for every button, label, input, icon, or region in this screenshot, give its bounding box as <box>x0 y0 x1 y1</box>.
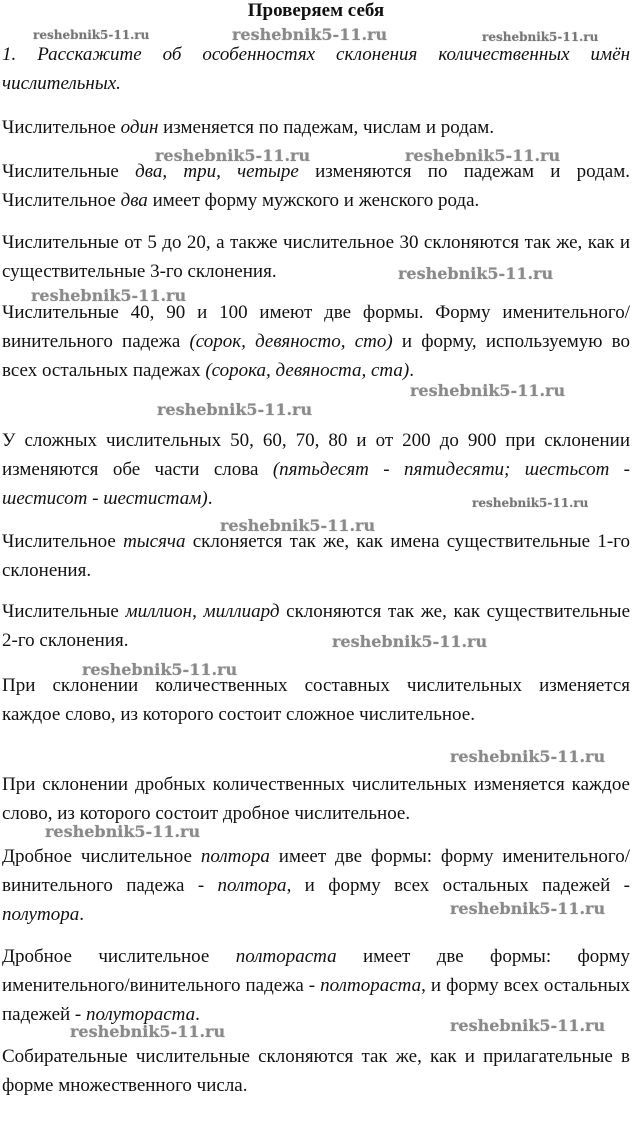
paragraph-7: Числительные миллион, миллиард склоняются так же, как существительные 2-го склонения. <box>2 601 631 651</box>
paragraph-5: У сложных числительных 50, 60, 70, 80 и от 200 до 900 при склонении изменяются обе части слова (пятьдесят - пятидесяти; шестьсот - шестисот - шестистам). <box>2 430 631 509</box>
watermark: reshebnik5-11.ru <box>405 146 561 165</box>
paragraph-10: Дробное числительное полтора имеет две формы: форму именительного/винительного падежа - полтора, и форму всех остальных падежей - полутора. <box>2 846 630 925</box>
paragraph-9: При склонении дробных количественных числительных изменяется каждое слово, из которого состоит дробное числительное. <box>2 774 630 824</box>
paragraph-3: Числительные от 5 до 20, а также числительное 30 склоняются так же, как и существительные 3-го склонения. <box>2 232 630 282</box>
paragraph-4: Числительные 40, 90 и 100 имеют две формы. Форму именительного/винительного падежа (сорок, девяносто, сто) и форму, используемую во всех остальных падежах (сорока, девяноста, ста). <box>2 302 631 381</box>
paragraph-2: Числительные два, три, четыре изменяются по падежам и родам. Числительное два имеет форму мужского и женского рода. <box>2 161 630 211</box>
watermark: reshebnik5-11.ru <box>410 381 566 400</box>
paragraph-11: Дробное числительное полтораста имеет две формы: форму именительного/винительного падежа - полтораста, и форму всех остальных падежей - полутораста. <box>2 946 631 1025</box>
watermark: reshebnik5-11.ru <box>82 660 238 679</box>
watermark: reshebnik5-11.ru <box>472 496 589 510</box>
paragraph-6: Числительное тысяча склоняется так же, как имена существительные 1-го склонения. <box>2 531 630 581</box>
paragraph-8: При склонении количественных составных числительных изменяется каждое слово, из которого состоит сложное числительное. <box>2 675 630 725</box>
question: 1. Расскажите об особенностях склонения количественных имён числительных. <box>2 44 630 94</box>
watermark: reshebnik5-11.ru <box>450 899 606 918</box>
watermark: reshebnik5-11.ru <box>31 286 187 305</box>
watermark: reshebnik5-11.ru <box>33 28 150 42</box>
watermark: reshebnik5-11.ru <box>332 632 488 651</box>
watermark: reshebnik5-11.ru <box>155 146 311 165</box>
watermark: reshebnik5-11.ru <box>450 1016 606 1035</box>
watermark: reshebnik5-11.ru <box>482 30 599 44</box>
watermark: reshebnik5-11.ru <box>45 822 201 841</box>
watermark: reshebnik5-11.ru <box>398 264 554 283</box>
watermark: reshebnik5-11.ru <box>232 25 388 44</box>
watermark: reshebnik5-11.ru <box>220 516 376 535</box>
watermark: reshebnik5-11.ru <box>157 400 313 419</box>
watermark: reshebnik5-11.ru <box>70 1022 226 1041</box>
page-title: Проверяем себя <box>247 0 385 21</box>
paragraph-1: Числительное один изменяется по падежам, числам и родам. <box>2 117 495 138</box>
paragraph-12: Собирательные числительные склоняются так же, как и прилагательные в форме множественного числа. <box>2 1046 630 1096</box>
watermark: reshebnik5-11.ru <box>450 747 606 766</box>
